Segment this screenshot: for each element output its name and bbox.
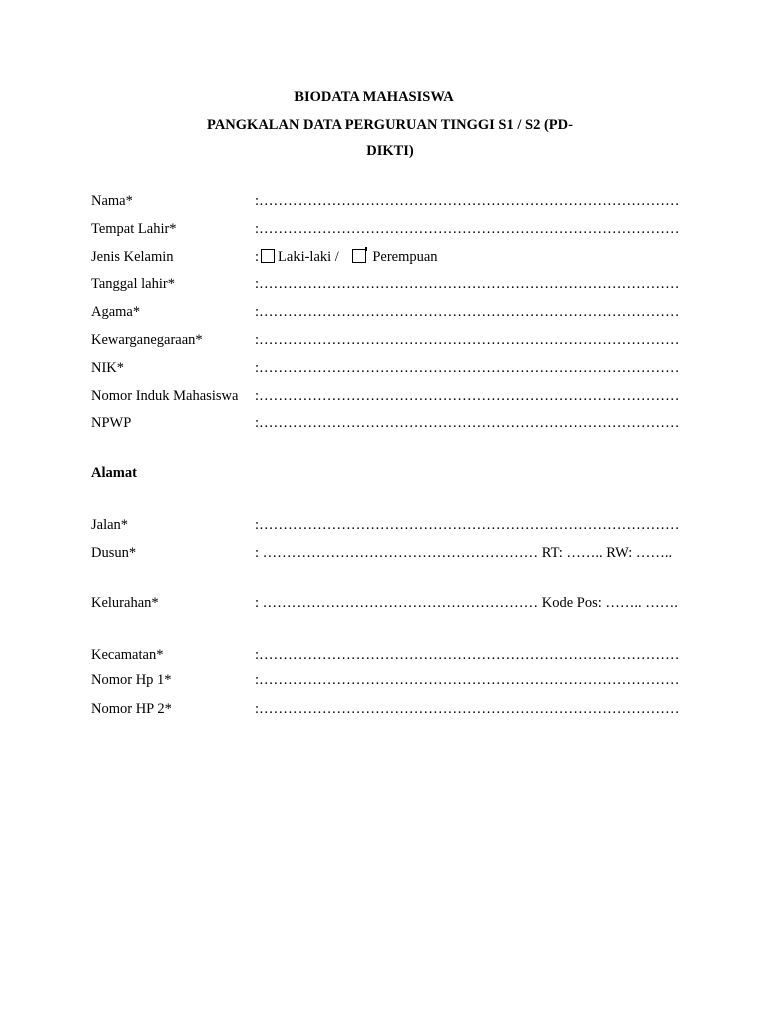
field-tempat-lahir <box>91 221 711 241</box>
field-label: Nomor HP 2* <box>91 701 172 717</box>
field-dusun <box>91 545 711 565</box>
document-subtitle-line-1: PANGKALAN DATA PERGURUAN TINGGI S1 / S2 (PD- <box>207 117 573 133</box>
field-agama <box>91 304 711 324</box>
field-label: Jenis Kelamin <box>91 249 174 265</box>
document-subtitle-line-2: DIKTI) <box>366 143 414 159</box>
field-label: Tempat Lahir* <box>91 221 177 237</box>
field-label: Jalan* <box>91 517 129 533</box>
field-jenis-kelamin <box>91 249 711 269</box>
field-blank[interactable]: :…………………………………………………………………………… <box>255 647 680 663</box>
field-kelurahan <box>91 595 711 615</box>
checkbox-laki-laki[interactable] <box>261 249 275 263</box>
field-blank[interactable]: :…………………………………………………………………………… <box>255 332 680 348</box>
field-kecamatan <box>91 647 711 667</box>
checkbox-perempuan[interactable] <box>352 249 366 263</box>
field-label: Kelurahan* <box>91 595 159 611</box>
field-label: NPWP <box>91 415 132 431</box>
field-blank[interactable]: :…………………………………………………………………………… <box>255 701 680 717</box>
option-perempuan-label: Perempuan <box>372 249 438 265</box>
field-tanggal-lahir <box>91 276 711 296</box>
field-blank[interactable]: :…………………………………………………………………………… <box>255 517 680 533</box>
field-label: Kecamatan* <box>91 647 164 663</box>
field-blank[interactable]: :…………………………………………………………………………… <box>255 276 680 292</box>
field-jalan <box>91 517 711 537</box>
field-blank[interactable]: :…………………………………………………………………………… <box>255 388 680 404</box>
field-blank[interactable]: :…………………………………………………………………………… <box>255 193 680 209</box>
field-label: Nomor Hp 1* <box>91 672 172 688</box>
field-blank[interactable]: :…………………………………………………………………………… <box>255 415 680 431</box>
field-blank[interactable]: :…………………………………………………………………………… <box>255 221 680 237</box>
document-title: BIODATA MAHASISWA <box>294 89 454 105</box>
field-kewarganegaraan <box>91 332 711 352</box>
field-nama <box>91 193 711 213</box>
field-blank[interactable]: :…………………………………………………………………………… <box>255 672 680 688</box>
field-nomor-hp-2 <box>91 701 711 721</box>
gender-options <box>255 249 438 266</box>
field-npwp <box>91 415 711 435</box>
field-nik <box>91 360 711 380</box>
field-nomor-induk-mahasiswa <box>91 388 711 408</box>
field-label: Nomor Induk Mahasiswa <box>91 388 239 404</box>
section-title-alamat: Alamat <box>91 465 137 481</box>
field-blank[interactable]: :…………………………………………………………………………… <box>255 360 680 376</box>
field-label: Kewarganegaraan* <box>91 332 203 348</box>
field-blank[interactable]: : ………………………………………………… Kode Pos: …….. ……. <box>255 595 678 611</box>
field-blank[interactable]: :…………………………………………………………………………… <box>255 304 680 320</box>
field-label: Nama* <box>91 193 133 209</box>
field-blank[interactable]: : ………………………………………………… RT: …….. RW: …….. <box>255 545 673 561</box>
field-label: Dusun* <box>91 545 137 561</box>
field-nomor-hp-1 <box>91 672 711 692</box>
colon-separator: : <box>255 249 260 265</box>
field-label: NIK* <box>91 360 125 376</box>
option-laki-laki-label: Laki-laki / <box>278 249 339 265</box>
field-label: Tanggal lahir* <box>91 276 175 292</box>
field-label: Agama* <box>91 304 141 320</box>
